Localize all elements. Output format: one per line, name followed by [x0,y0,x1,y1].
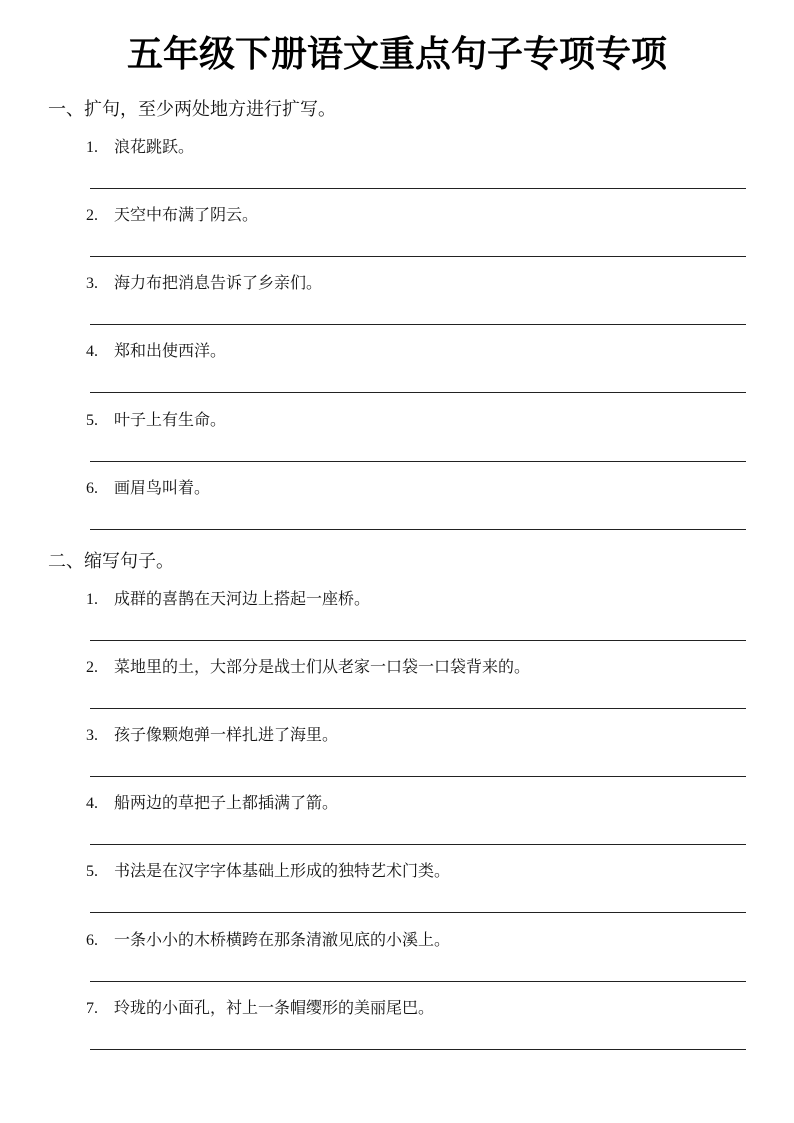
page-title: 五年级下册语文重点句子专项专项 [126,34,667,75]
answer-line[interactable] [90,640,746,641]
answer-line[interactable] [90,461,746,462]
exercise-text [86,136,194,159]
exercise-sentence: 天空中布满了阴云。 [114,205,259,224]
exercise-item [86,792,746,852]
exercise-item [86,860,746,920]
exercise-number: 6. [86,480,98,497]
answer-line[interactable] [90,708,746,709]
exercise-text [86,340,226,363]
exercise-item [86,656,746,716]
exercise-sentence: 海力布把消息告诉了乡亲们。 [114,273,323,292]
exercise-sentence: 书法是在汉字字体基础上形成的独特艺术门类。 [114,861,451,880]
exercise-item [86,724,746,784]
exercise-sentence: 画眉鸟叫着。 [114,478,211,497]
answer-line[interactable] [90,529,746,530]
answer-line[interactable] [90,981,746,982]
answer-line[interactable] [90,392,746,393]
exercise-sentence: 玲珑的小面孔，衬上一条帽缨形的美丽尾巴。 [114,998,435,1017]
exercise-item [86,340,746,400]
exercise-item [86,477,746,537]
exercise-number: 1. [86,139,98,156]
exercise-number: 7. [86,1000,98,1017]
exercise-text [86,204,258,227]
exercise-number: 5. [86,412,98,429]
exercise-item [86,588,746,648]
exercise-number: 3. [86,727,98,744]
exercise-item [86,272,746,332]
exercise-sentence: 成群的喜鹊在天河边上搭起一座桥。 [114,589,371,608]
exercise-sentence: 浪花跳跃。 [114,137,195,156]
answer-line[interactable] [90,844,746,845]
exercise-number: 1. [86,591,98,608]
exercise-number: 4. [86,795,98,812]
exercise-item [86,409,746,469]
exercise-number: 4. [86,343,98,360]
exercise-sentence: 菜地里的土，大部分是战士们从老家一口袋一口袋背来的。 [114,657,531,676]
answer-line[interactable] [90,912,746,913]
exercise-text [86,724,338,747]
exercise-item [86,136,746,196]
section-heading-shorten: 二、缩写句子。 [48,551,174,572]
exercise-text [86,477,210,500]
exercise-text [86,656,530,679]
exercise-text [86,409,226,432]
answer-line[interactable] [90,188,746,189]
exercise-item [86,929,746,989]
answer-line[interactable] [90,256,746,257]
exercise-sentence: 郑和出使西洋。 [114,341,227,360]
answer-line[interactable] [90,776,746,777]
exercise-sentence: 孩子像颗炮弹一样扎进了海里。 [114,725,339,744]
exercise-text [86,792,338,815]
exercise-sentence: 叶子上有生命。 [114,410,227,429]
exercise-sentence: 船两边的草把子上都插满了箭。 [114,793,339,812]
exercise-text [86,588,370,611]
exercise-item [86,997,746,1057]
exercise-number: 3. [86,275,98,292]
exercise-number: 6. [86,932,98,949]
exercise-number: 2. [86,659,98,676]
answer-line[interactable] [90,324,746,325]
exercise-text [86,997,434,1020]
exercise-number: 5. [86,863,98,880]
exercise-text [86,860,450,883]
exercise-item [86,204,746,264]
section-heading-expand: 一、扩句，至少两处地方进行扩写。 [48,99,336,120]
exercise-number: 2. [86,207,98,224]
exercise-text [86,929,450,952]
answer-line[interactable] [90,1049,746,1050]
exercise-text [86,272,322,295]
exercise-sentence: 一条小小的木桥横跨在那条清澈见底的小溪上。 [114,930,451,949]
